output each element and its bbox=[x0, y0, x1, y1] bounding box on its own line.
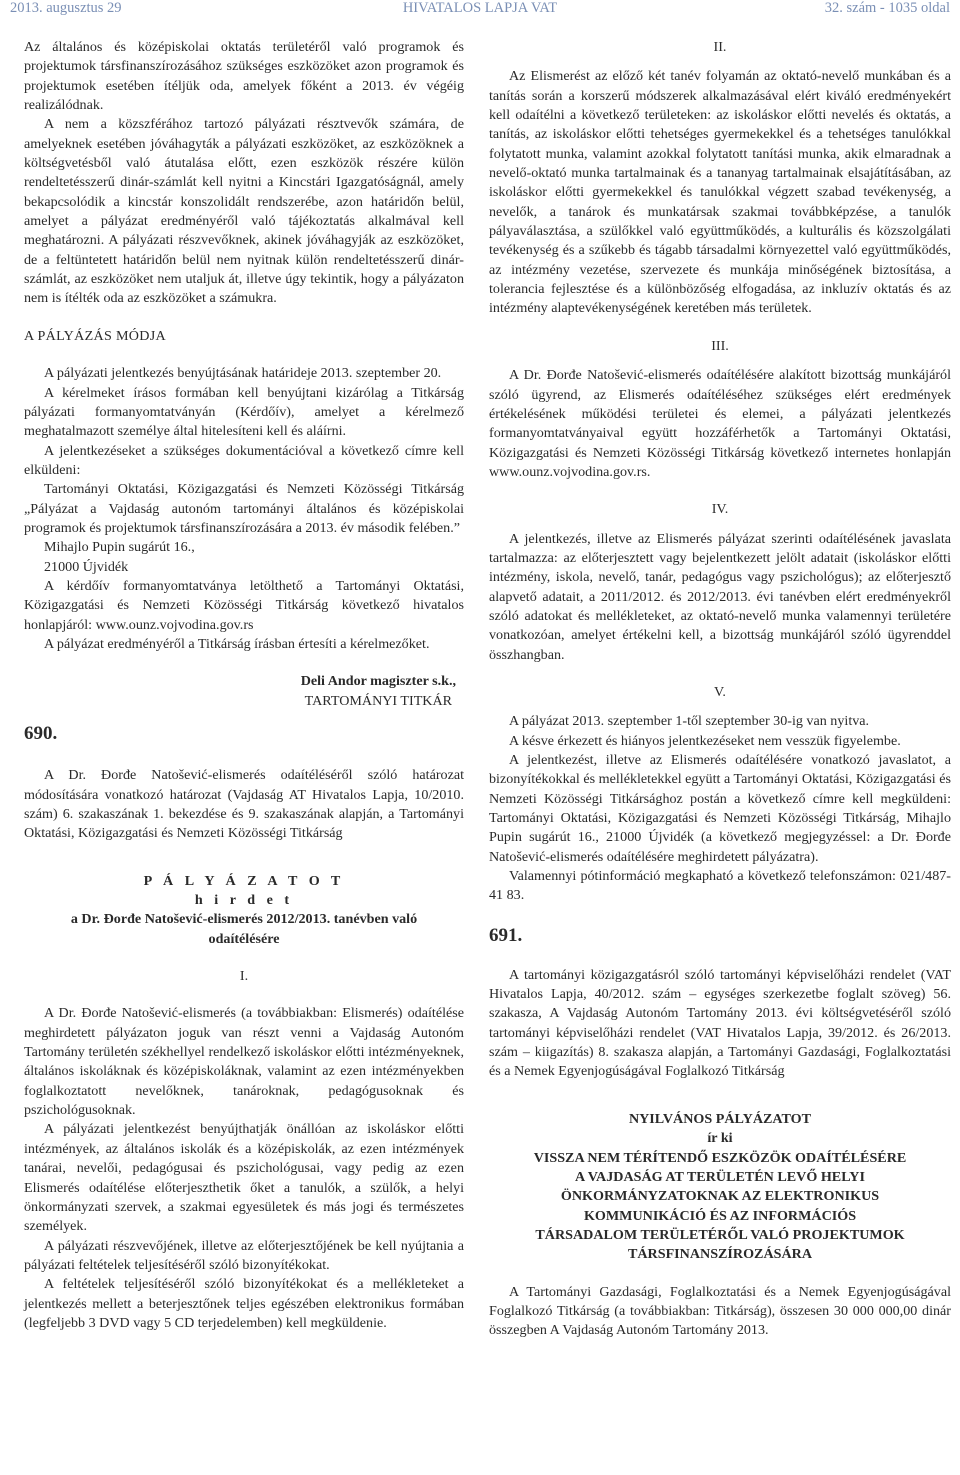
header-date: 2013. augusztus 29 bbox=[10, 0, 122, 16]
paragraph: A jelentkezéseket a szükséges dokumentációval a következő címre kell elküldeni: bbox=[24, 442, 464, 478]
announcement-title: NYILVÁNOS PÁLYÁZATOT bbox=[628, 1110, 812, 1127]
paragraph: A jelentkezést, illetve az Elismerés odaítélésére vonatkozó javaslatot, a bizonyítékokkal és mellékletekkel együtt a Tartományi Oktatási, Közigazgatási és Nemzeti Közösségi Titkársághoz postán a következő címre kell megküldeni: Tartományi Oktatási, Közigazgatási és Nemzeti Közösségi Titkárság, Mihajlo Pupin sugárút 16., 21000 Újvidék (a következő megjegyzéssel: a Dr. Đorđe Natošević-elismerés odaítélésére meghirdetett pályázatra). bbox=[489, 752, 951, 865]
section-number: IV. bbox=[711, 501, 729, 518]
signature-block bbox=[24, 672, 464, 748]
paragraph: A kérdőív formanyomtatványa letölthető a Tartományi Oktatási, Közigazgatási és Nemzeti Közösségi Titkárság következő hivatalos honlapjáról: www.ounz.vojvodina.gov.rs bbox=[24, 577, 464, 633]
section-number: II. bbox=[713, 39, 727, 55]
signatory-title: TARTOMÁNYI TITKÁR bbox=[304, 692, 453, 709]
announcement-subject: TÁRSFINANSZÍROZÁSÁRA bbox=[627, 1246, 813, 1263]
signatory-name: Deli Andor magiszter s.k., bbox=[300, 673, 456, 690]
paragraph: A késve érkezett és hiányos jelentkezéseket nem vesszük figyelembe. bbox=[509, 732, 901, 749]
address-line: Mihajlo Pupin sugárút 16., bbox=[44, 539, 195, 556]
section-number: III. bbox=[711, 337, 729, 354]
paragraph: A Dr. Đorđe Natošević-elismerés odaítélésére alakított bizottság munkájáról szóló ügyrend, az Elismerés odaítéléséhez szükséges elért eredmények értékelésének működési területei és elemei, a pályázati jelentkezés formanyomtatványaival együtt hozzáférhetők a Tartományi Oktatási, Közigazgatási és Nemzeti Közösségi Titkárság következő internetes honlapján www.ounz.vojvodina.gov.rs. bbox=[489, 367, 951, 480]
announcement-subject: a Dr. Đorđe Natošević-elismerés 2012/2013. tanévben való bbox=[70, 911, 418, 928]
paragraph: A nem a közszférához tartozó pályázati résztvevők számára, de amelyeknek esetében jóváhagyták a pályázati eszközöket, az eszközöknek a költségvetésből való átutalása előtt, ezen eszközök részére külön rendeltetésszerű dinár-számlát kell nyitni a Kincstári Igazgatóságnál, amely bekapcsolódik a kincstár konszolidált rendszerébe, azon határidőn belül, amelyet a pályázat eredményéről való tájékoztatás alkalmával kell meghatározni. A pályázati részvevőknek, akinek jóváhagyják az eszközöket, de a feltüntetett határidőn belül nem nyitnak külön rendeltetésszerű dinár-számlát, az eszközöket nem utaljuk át, illetve úgy tekintik, hogy a pályázaton nem is ítélték oda az eszközöket a számukra. bbox=[24, 116, 464, 307]
paragraph: A pályázati részvevőjének, illetve az előterjesztőjének be kell nyújtania a pályázati feltételek teljesítéséről szóló bizonyítékokat. bbox=[24, 1237, 464, 1273]
paragraph: Az Elismerést az előző két tanév folyamán az oktató-nevelő munkában és a tanítás során a korszerű módszerek alkalmazásával elért kiváló eredményekért kell odaítélni a következő területeken: az iskoláskor előtti nevelés és oktatás, a tanítás, az iskoláskor előtti tehetséges gyermekekkel és a tehetséges tanulókkal folytatott munka, valamint azokkal folytatott tanítási munka, akik elmaradnak a nevelő-oktató munka tartalmainak és a tananyag tartalmainak elsajátításában, az iskoláskor előtti gyermekekkel és tanulókkal végzett szabad tevékenység, a nevelők, a tanárok és munkatársak szakmai továbbképzése, a tanulók pályaválasztása, a szülőkkel való együttműködés, a kulturális és közszolgálati tevékenység és a szűkebb és tágabb társadalmi környezettel való együttműködés, az intézmény vezetése, szervezete és munkája minőségének biztosítása, a tolerancia fejlesztése és a különbözőség elfogadása, az inkluzív oktatás és az intézmény alaptevékenységének keretében más területek. bbox=[489, 68, 951, 317]
paragraph: A pályázat eredményéről a Titkárság írásban értesíti a kérelmezőket. bbox=[44, 635, 430, 652]
item-number: 690. bbox=[24, 723, 58, 745]
paragraph: A Tartományi Gazdasági, Foglalkoztatási és a Nemek Egyenjogúságával Foglalkozó Titkárság (a továbbiakban: Titkárság), összesen 30 000 000,00 dinár összegben A Vajdaság Autonóm Tartomány 2013. bbox=[489, 1283, 951, 1339]
announcement-subject: ÖNKORMÁNYZATOKNAK AZ ELEKTRONIKUS bbox=[560, 1188, 880, 1205]
announcement-title: P Á L Y Á Z A T O T bbox=[143, 872, 345, 889]
item-number: 691. bbox=[489, 924, 523, 946]
paragraph: A pályázati jelentkezés benyújtásának határideje 2013. szeptember 20. bbox=[44, 365, 442, 382]
page-header bbox=[0, 0, 960, 16]
paragraph: Tartományi Oktatási, Közigazgatási és Nemzeti Közösségi Titkárság „Pályázat a Vajdaság autonóm tartományi általános és középiskolai programok és projektumok társfinanszírozására a 2013. év második felében.” bbox=[24, 481, 464, 536]
announcement-verb: ír ki bbox=[707, 1130, 733, 1147]
right-column bbox=[489, 38, 951, 1341]
announcement-subject: A VAJDASÁG AT TERÜLETÉN LEVŐ HELYI bbox=[575, 1168, 865, 1185]
paragraph: A pályázati jelentkezést benyújthatják önállóan az iskoláskor előtti intézmények, az általános iskolák és a középiskolák, az ezen intézmények tanárai, nevelői, pedagógusai és pszichológusai, vagy pedig az ezen Elismerés odaítélése előterjeszthetik őket a tanulók, a szülők, a helyi önkormányzati szervek, a szakmai egyesületek és más jogi és természetes személyek. bbox=[24, 1121, 464, 1235]
paragraph: Az általános és középiskolai oktatás területéről való programok és projektumok társfinanszírozásához szükséges eszközöket azon programok és projektumok esetében ítéljük oda, amelyek főként a 2013. év végéig realizálódnak. bbox=[24, 39, 464, 114]
section-heading: A PÁLYÁZÁS MÓDJA bbox=[24, 327, 166, 344]
header-publication: HIVATALOS LAPJA VAT bbox=[402, 0, 558, 16]
left-column bbox=[24, 38, 464, 1333]
paragraph: A feltételek teljesítéséről szóló bizonyítékokat és a mellékleteket a jelentkezés mellett a beterjesztőnek teljes egészében elektronikus formában (legfeljebb 3 DVD vagy 5 CD terjedelemben) kell megküldenie. bbox=[24, 1276, 464, 1331]
announcement-subject: KOMMUNIKÁCIÓ ÉS AZ INFORMÁCIÓS bbox=[583, 1207, 857, 1224]
section-number: I. bbox=[239, 968, 249, 985]
paragraph: A jelentkezés, illetve az Elismerés pályázat szerinti odaítélésének javaslata tartalmazza: az előterjesztett vagy bejelentkezett jelölt adatait (iskoláskor előtti intézmény, iskola, nevelő, tanár, pedagógus vagy pszichológus); az előterjesztő alapvető adatait, a 2011/2012. és 2012/2013. évi tanévben elért eredményekről szóló adatokat és mellékleteket, az oktató-nevelő munka valamennyi területére vonatkozóan, amelyet értékelni kell, a bizottság munkájáról szóló ügyrenddel összhangban. bbox=[489, 530, 951, 663]
paragraph: A Dr. Đorđe Natošević-elismerés (a továbbiakban: Elismerés) odaítélése meghirdetett pályázaton joguk van részt venni a Vajdaság Autonóm Tartomány területén székhellyel rendelkező iskoláskor előtti intézményeknek, általános iskoláknak és középiskoláknak, valamint az ezen intézményekben foglalkoztatott nevelőknek, tanároknak, pedagógusoknak és pszichológusoknak. bbox=[24, 1005, 464, 1119]
header-page-number: 32. szám - 1035 oldal bbox=[824, 0, 950, 16]
paragraph: A Dr. Đorđe Natošević-elismerés odaítéléséről szóló határozat módosítására vonatkozó határozat (Vajdaság AT Hivatalos Lapja, 10/2010. szám) 6. szakaszának 1. bekezdése és 9. szakaszának alapján, a Tartományi Oktatási, Közigazgatási és Nemzeti Közösségi Titkárság bbox=[24, 767, 464, 842]
section-number: V. bbox=[714, 683, 726, 700]
announcement-subject: odaítélésére bbox=[208, 930, 280, 947]
announcement-subject: TÁRSADALOM TERÜLETÉRŐL VALÓ PROJEKTUMOK bbox=[535, 1226, 905, 1243]
announcement-verb: h i r d e t bbox=[194, 892, 294, 909]
address-line: 21000 Újvidék bbox=[44, 558, 129, 575]
paragraph: Valamennyi pótinformáció megkapható a következő telefonszámon: 021/487-41 83. bbox=[489, 868, 951, 904]
announcement-subject: VISSZA NEM TÉRÍTENDŐ ESZKÖZÖK ODAÍTÉLÉSÉRE bbox=[533, 1149, 907, 1166]
paragraph: A pályázat 2013. szeptember 1-től szeptember 30-ig van nyitva. bbox=[509, 713, 870, 730]
paragraph: A kérelmeket írásos formában kell benyújtani kizárólag a Titkárság pályázati formanyomtatványán (Kérdőív), amelyet a kérelmező meghatalmazott személye által hitelesíteni kell és aláírni. bbox=[24, 384, 464, 440]
paragraph: A tartományi közigazgatásról szóló tartományi képviselőházi rendelet (VAT Hivatalos Lapja, 40/2012. szám – egységes szerkezetbe foglalt szöveg) 56. szakasza, A Vajdaság Autonóm Tartomány 2013. évi költségvetéséről szóló tartományi képviselőházi rendelet (VAT Hivatalos Lapja, 39/2012. és 26/2013. szám – kiigazítás) 8. szakasza alapján, a Tartományi Gazdasági, Foglalkoztatási és a Nemek Egyenjogúságával Foglalkozó Titkárság bbox=[489, 966, 951, 1080]
